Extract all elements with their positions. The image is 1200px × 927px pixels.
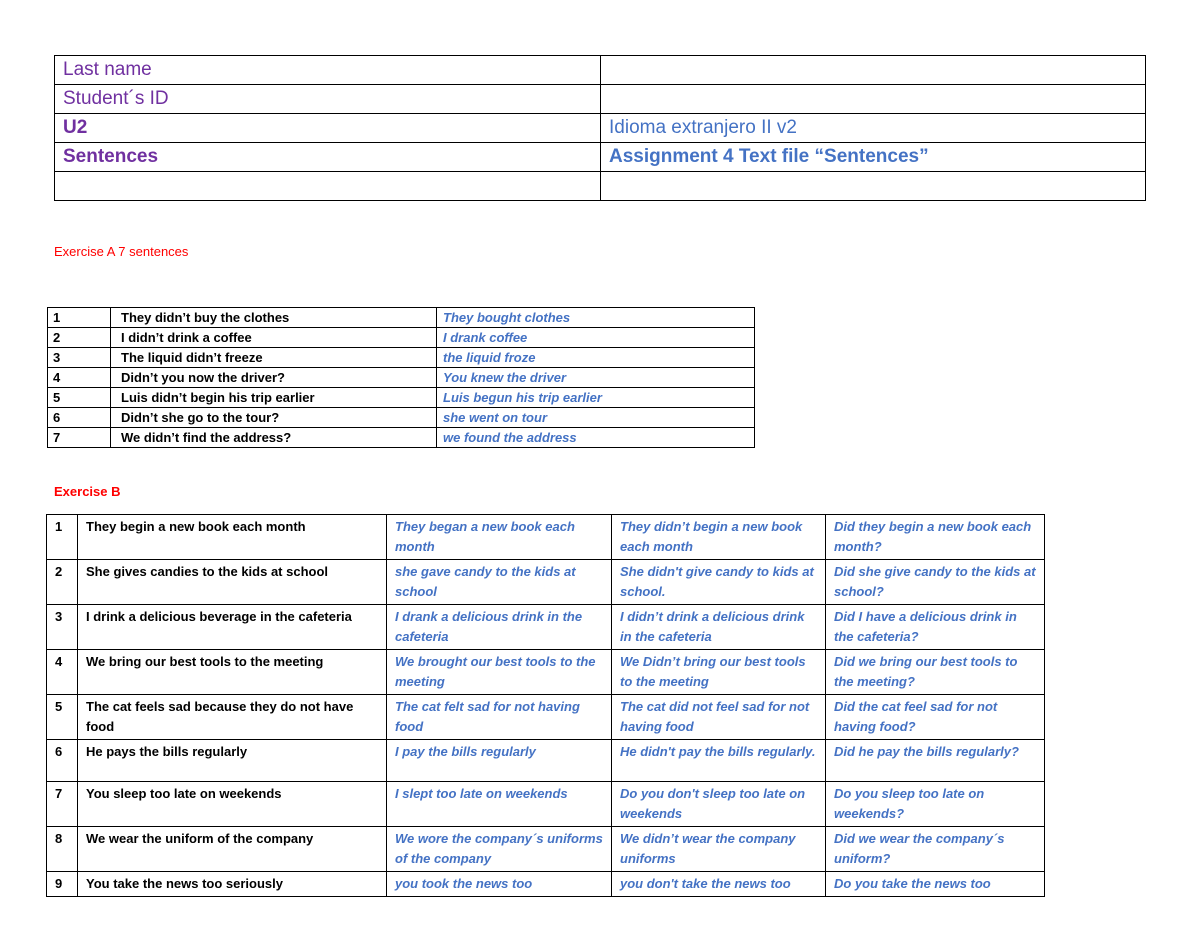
question-answer: Did he pay the bills regularly? — [826, 740, 1045, 782]
question-answer: Did she give candy to the kids at school? — [826, 560, 1045, 605]
row-number: 7 — [48, 428, 111, 448]
row-number: 6 — [48, 408, 111, 428]
header-table — [54, 55, 1146, 201]
row-number: 3 — [48, 348, 111, 368]
question-answer: Did the cat feel sad for not having food? — [826, 695, 1045, 740]
negative-answer: She didn't give candy to kids at school. — [612, 560, 826, 605]
exercise-a-row — [48, 308, 755, 328]
header-value: Assignment 4 Text file “Sentences” — [601, 143, 1146, 172]
row-number: 7 — [47, 782, 78, 827]
header-value — [601, 56, 1146, 85]
original-sentence: You take the news too seriously — [78, 872, 387, 897]
question-answer: Did I have a delicious drink in the cafeteria? — [826, 605, 1045, 650]
row-number: 5 — [48, 388, 111, 408]
row-number: 4 — [47, 650, 78, 695]
original-sentence: I didn’t drink a coffee — [111, 328, 437, 348]
header-row — [55, 114, 1146, 143]
exercise-a-row — [48, 348, 755, 368]
past-answer: I slept too late on weekends — [387, 782, 612, 827]
original-sentence: We wear the uniform of the company — [78, 827, 387, 872]
past-answer: The cat felt sad for not having food — [387, 695, 612, 740]
header-row — [55, 85, 1146, 114]
row-number: 6 — [47, 740, 78, 782]
row-number: 5 — [47, 695, 78, 740]
answer-sentence: I drank coffee — [437, 328, 755, 348]
exercise-a-row — [48, 388, 755, 408]
header-row — [55, 143, 1146, 172]
exercise-b-title: Exercise B — [54, 484, 121, 499]
row-number: 1 — [47, 515, 78, 560]
original-sentence: They didn’t buy the clothes — [111, 308, 437, 328]
negative-answer: We Didn’t bring our best tools to the meeting — [612, 650, 826, 695]
exercise-b-row — [47, 827, 1045, 872]
negative-answer: He didn't pay the bills regularly. — [612, 740, 826, 782]
original-sentence: Didn’t she go to the tour? — [111, 408, 437, 428]
exercise-b-row — [47, 605, 1045, 650]
original-sentence: Luis didn’t begin his trip earlier — [111, 388, 437, 408]
answer-sentence: the liquid froze — [437, 348, 755, 368]
original-sentence: Didn’t you now the driver? — [111, 368, 437, 388]
negative-answer: you don't take the news too — [612, 872, 826, 897]
past-answer: I drank a delicious drink in the cafeteria — [387, 605, 612, 650]
exercise-a-title: Exercise A 7 sentences — [54, 244, 189, 259]
header-value — [601, 85, 1146, 114]
original-sentence: He pays the bills regularly — [78, 740, 387, 782]
original-sentence: She gives candies to the kids at school — [78, 560, 387, 605]
original-sentence: You sleep too late on weekends — [78, 782, 387, 827]
past-answer: I pay the bills regularly — [387, 740, 612, 782]
question-answer: Did we wear the company´s uniform? — [826, 827, 1045, 872]
header-label: Sentences — [55, 143, 601, 172]
exercise-b-row — [47, 872, 1045, 897]
exercise-b-row — [47, 782, 1045, 827]
question-answer: Did they begin a new book each month? — [826, 515, 1045, 560]
negative-answer: I didn’t drink a delicious drink in the cafeteria — [612, 605, 826, 650]
original-sentence: I drink a delicious beverage in the cafeteria — [78, 605, 387, 650]
negative-answer: The cat did not feel sad for not having food — [612, 695, 826, 740]
answer-sentence: we found the address — [437, 428, 755, 448]
header-value: Idioma extranjero II v2 — [601, 114, 1146, 143]
negative-answer: They didn’t begin a new book each month — [612, 515, 826, 560]
original-sentence: The liquid didn’t freeze — [111, 348, 437, 368]
answer-sentence: You knew the driver — [437, 368, 755, 388]
row-number: 9 — [47, 872, 78, 897]
original-sentence: They begin a new book each month — [78, 515, 387, 560]
original-sentence: We bring our best tools to the meeting — [78, 650, 387, 695]
past-answer: you took the news too — [387, 872, 612, 897]
header-label: Last name — [55, 56, 601, 85]
row-number: 4 — [48, 368, 111, 388]
exercise-a-row — [48, 368, 755, 388]
answer-sentence: They bought clothes — [437, 308, 755, 328]
row-number: 2 — [48, 328, 111, 348]
exercise-a-row — [48, 408, 755, 428]
header-value — [601, 172, 1146, 201]
question-answer: Did we bring our best tools to the meeting? — [826, 650, 1045, 695]
negative-answer: We didn’t wear the company uniforms — [612, 827, 826, 872]
past-answer: They began a new book each month — [387, 515, 612, 560]
negative-answer: Do you don't sleep too late on weekends — [612, 782, 826, 827]
past-answer: We brought our best tools to the meeting — [387, 650, 612, 695]
row-number: 3 — [47, 605, 78, 650]
exercise-b-row — [47, 515, 1045, 560]
answer-sentence: Luis begun his trip earlier — [437, 388, 755, 408]
exercise-b-row — [47, 740, 1045, 782]
exercise-b-table — [46, 514, 1045, 897]
row-number: 2 — [47, 560, 78, 605]
row-number: 8 — [47, 827, 78, 872]
original-sentence: The cat feels sad because they do not have food — [78, 695, 387, 740]
exercise-b-row — [47, 560, 1045, 605]
exercise-a-table — [47, 307, 755, 448]
question-answer: Do you take the news too — [826, 872, 1045, 897]
header-label: U2 — [55, 114, 601, 143]
exercise-b-row — [47, 695, 1045, 740]
exercise-a-row — [48, 428, 755, 448]
past-answer: she gave candy to the kids at school — [387, 560, 612, 605]
past-answer: We wore the company´s uniforms of the company — [387, 827, 612, 872]
header-label: Student´s ID — [55, 85, 601, 114]
header-row — [55, 172, 1146, 201]
answer-sentence: she went on tour — [437, 408, 755, 428]
question-answer: Do you sleep too late on weekends? — [826, 782, 1045, 827]
original-sentence: We didn’t find the address? — [111, 428, 437, 448]
exercise-a-row — [48, 328, 755, 348]
header-label — [55, 172, 601, 201]
header-row — [55, 56, 1146, 85]
exercise-b-row — [47, 650, 1045, 695]
row-number: 1 — [48, 308, 111, 328]
